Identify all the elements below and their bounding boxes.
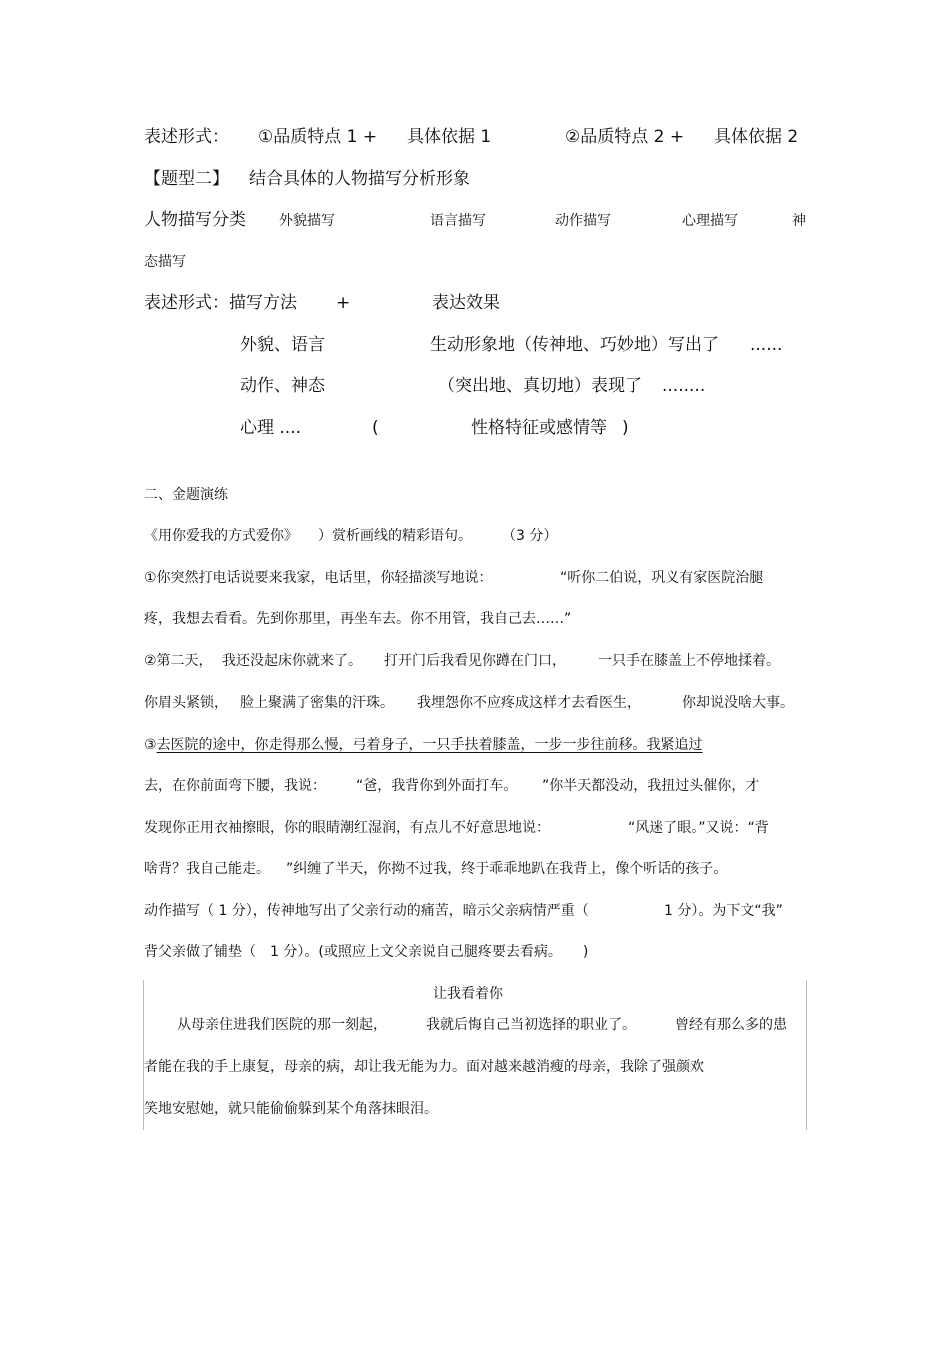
method-name: 动作、神态 bbox=[240, 376, 325, 396]
type2-title: 结合具体的人物描写分析形象 bbox=[249, 169, 470, 189]
text-span: ②第二天， bbox=[144, 653, 213, 669]
format2-plus: + bbox=[336, 293, 351, 313]
text-span: “爸，我背你到外面打车。 bbox=[356, 778, 518, 794]
method-name: 心理 .... bbox=[240, 418, 302, 438]
passage-line-3: 笑地安慰她，就只能偷偷躲到某个角落抹眼泪。 bbox=[144, 1101, 438, 1117]
type2-heading bbox=[0, 171, 950, 191]
text-span: 从母亲住进我们医院的那一刻起， bbox=[177, 1017, 387, 1033]
text-span: 1 分）。为下文“我” bbox=[664, 903, 783, 919]
classification-line bbox=[0, 212, 950, 232]
paragraph-3-line-3 bbox=[0, 821, 950, 839]
paragraph-number: ③ bbox=[144, 737, 157, 753]
classification-item: 神 bbox=[792, 213, 806, 229]
paragraph-3-line-2 bbox=[0, 779, 950, 797]
text-span: 脸上聚满了密集的汗珠。 bbox=[240, 695, 394, 711]
classification-label: 人物描写分类 bbox=[144, 210, 246, 230]
text-span: 动作描写（ 1 分），传神地写出了父亲行动的痛苦，暗示父亲病情严重（ bbox=[144, 903, 589, 919]
passage-title: 让我看着你 bbox=[433, 986, 503, 1002]
paragraph-1-line-2: 疼，我想去看看。先到你那里，再坐车去。你不用管，我自己去……” bbox=[144, 611, 572, 627]
text-span: 我埋怨你不应疼成这样才去看医生， bbox=[417, 695, 641, 711]
passage-title-row bbox=[0, 987, 950, 1005]
text-span: “听你二伯说，巩义有家医院治腿 bbox=[560, 570, 764, 586]
quality-item-2: ②品质特点 2 + bbox=[565, 127, 685, 147]
answer-line-2: 背父亲做了铺垫（ 1 分）。(或照应上文父亲说自己腿疼要去看病。 ) bbox=[144, 944, 589, 960]
basis-item-2: 具体依据 2 bbox=[714, 127, 799, 147]
method-dots: ...... bbox=[750, 335, 783, 355]
paragraph-3-line-4 bbox=[0, 862, 950, 880]
format2-effect: 表达效果 bbox=[432, 293, 500, 313]
passage-line-1 bbox=[0, 1018, 950, 1036]
paragraph-2-line-1 bbox=[0, 654, 950, 672]
underlined-sentence: 去医院的途中，你走得那么慢，弓着身子，一只手扶着膝盖，一步一步往前移。我紧追过 bbox=[156, 737, 703, 753]
text-span: ”你半天都没动，我扭过头催你，才 bbox=[542, 778, 760, 794]
classification-item: 动作描写 bbox=[555, 213, 611, 229]
method-row bbox=[0, 378, 950, 398]
format2-label: 表述形式：描写方法 bbox=[144, 293, 297, 313]
classification-item: 语言描写 bbox=[430, 213, 486, 229]
classification-item: 外貌描写 bbox=[279, 213, 335, 229]
text-span: 我还没起床你就来了。 bbox=[222, 653, 362, 669]
question-score: （3 分） bbox=[502, 528, 558, 544]
paragraph-2-line-2 bbox=[0, 696, 950, 714]
passage-line-2: 者能在我的手上康复，母亲的病，却让我无能为力。面对越来越消瘦的母亲，我除了强颜欢 bbox=[144, 1059, 704, 1075]
paragraph-1-line-1 bbox=[0, 571, 950, 589]
paragraph-3-line-1 bbox=[144, 738, 703, 752]
format-line bbox=[0, 129, 950, 149]
text-span: 曾经有那么多的患 bbox=[675, 1017, 787, 1033]
method-effect: 性格特征或感情等 bbox=[471, 418, 607, 438]
method-row bbox=[0, 337, 950, 357]
section2-heading: 二、金题演练 bbox=[144, 487, 228, 503]
text-span: 你却说没啥大事。 bbox=[682, 695, 794, 711]
method-dots: ........ bbox=[662, 376, 706, 396]
question-text: ）赏析画线的精彩语句。 bbox=[318, 528, 472, 544]
quality-item-1: ①品质特点 1 + bbox=[258, 127, 378, 147]
text-span: ”纠缠了半天，你拗不过我，终于乖乖地趴在我背上，像个听话的孩子。 bbox=[286, 861, 728, 877]
type2-tag: 【题型二】 bbox=[144, 169, 229, 189]
text-span: 啥背？我自己能走。 bbox=[144, 861, 270, 877]
method-effect: 生动形象地（传神地、巧妙地）写出了 bbox=[430, 335, 719, 355]
answer-line-1 bbox=[0, 904, 950, 922]
classification-item: 心理描写 bbox=[682, 213, 738, 229]
format-label: 表述形式： bbox=[144, 127, 229, 147]
question-line bbox=[0, 529, 950, 547]
text-span: 打开门后我看见你蹲在门口， bbox=[384, 653, 566, 669]
text-span: 发现你正用衣袖擦眼，你的眼睛潮红湿润，有点儿不好意思地说： bbox=[144, 820, 550, 836]
text-span: 一只手在膝盖上不停地揉着。 bbox=[598, 653, 780, 669]
method-name: 外貌、语言 bbox=[240, 335, 325, 355]
text-span: “风迷了眼。”又说：“背 bbox=[628, 820, 769, 836]
text-span: 我就后悔自己当初选择的职业了。 bbox=[426, 1017, 636, 1033]
text-span: 去，在你前面弯下腰，我说： bbox=[144, 778, 326, 794]
method-effect: （突出地、真切地）表现了 bbox=[438, 376, 642, 396]
classification-wrap: 态描写 bbox=[144, 254, 186, 270]
text-span: ①你突然打电话说要来我家，电话里，你轻描淡写地说： bbox=[144, 570, 493, 586]
basis-item-1: 具体依据 1 bbox=[407, 127, 492, 147]
format2-line bbox=[0, 295, 950, 315]
question-title: 《用你爱我的方式爱你》 bbox=[144, 528, 298, 544]
method-row bbox=[0, 420, 950, 440]
paren-close: ) bbox=[622, 418, 629, 438]
paren-open: ( bbox=[372, 418, 379, 438]
text-span: 你眉头紧锁， bbox=[144, 695, 228, 711]
